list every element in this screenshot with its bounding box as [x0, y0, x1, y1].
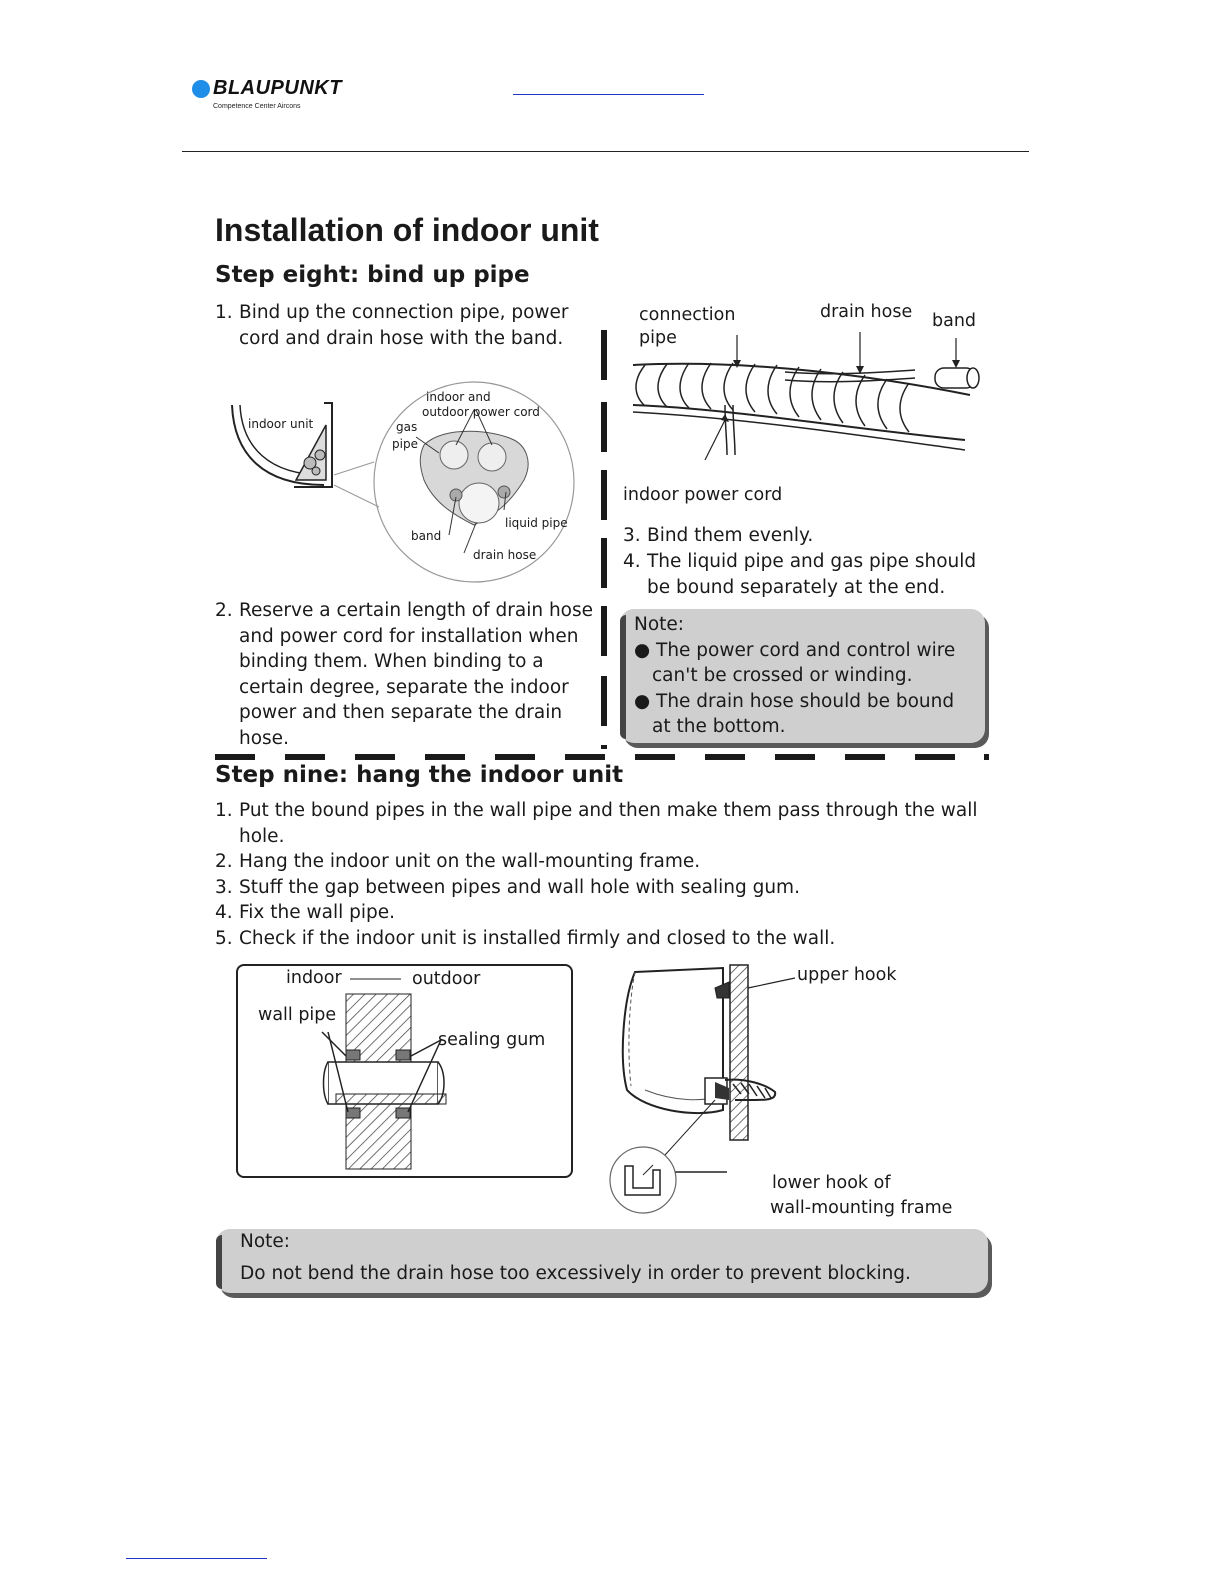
- label-indoor-unit: indoor unit: [248, 417, 314, 431]
- label-upper-hook: upper hook: [797, 965, 897, 985]
- note-line: ● The drain hose should be bound: [634, 691, 955, 712]
- brand-logo-subtitle: Competence Center Aircons: [213, 103, 301, 110]
- label-band-right: band: [932, 311, 977, 331]
- item-text: Check if the indoor unit is installed firmly and closed to the wall.: [239, 928, 836, 949]
- label-connection-pipe-2: pipe: [639, 328, 677, 348]
- label-sealing-gum: sealing gum: [438, 1030, 546, 1050]
- note-line: at the bottom.: [652, 716, 786, 737]
- wall-pipe-diagram: [236, 964, 571, 1176]
- item-text: Hang the indoor unit on the wall-mounting frame.: [239, 851, 701, 872]
- step9-item-1: [215, 798, 1015, 849]
- item-number: 2.: [215, 851, 233, 872]
- step8-item-4: [623, 549, 993, 600]
- separator-segment: [601, 676, 607, 726]
- item-text: Stuff the gap between pipes and wall hole with sealing gum.: [239, 877, 800, 898]
- note-line: ● The power cord and control wire: [634, 640, 956, 661]
- step9-note-box: [216, 1229, 988, 1293]
- label-outdoor: outdoor: [412, 969, 481, 989]
- brand-logo-text: BLAUPUNKT: [213, 77, 342, 99]
- step8-item-3: [623, 523, 1003, 549]
- step-eight-heading: Step eight: bind up pipe: [215, 262, 530, 288]
- item-number: 5.: [215, 928, 233, 949]
- note-line: can't be crossed or winding.: [652, 665, 913, 686]
- separator-dash: [565, 754, 605, 760]
- header-divider: [182, 151, 1029, 152]
- label-liquid-pipe: liquid pipe: [505, 516, 568, 530]
- item-number: 1.: [215, 302, 233, 323]
- separator-dash: [845, 754, 885, 760]
- label-band: band: [411, 529, 442, 543]
- item-text: Fix the wall pipe.: [239, 902, 396, 923]
- item-number: 1.: [215, 800, 233, 821]
- step8-item-1: [215, 300, 575, 351]
- separator-segment: [601, 745, 607, 749]
- note-title: Note:: [240, 1231, 291, 1252]
- label-gas-pipe-1: gas: [396, 420, 418, 434]
- item-number: 3.: [215, 877, 233, 898]
- label-indoor: indoor: [286, 968, 342, 988]
- item-number: 4.: [623, 551, 641, 572]
- page-title: Installation of indoor unit: [215, 212, 599, 248]
- separator-dash: [215, 754, 255, 760]
- brand-logo-dot: [192, 80, 210, 98]
- footer-link-underline[interactable]: [126, 1558, 267, 1559]
- label-gas-pipe-2: pipe: [392, 437, 418, 451]
- note-accent-bar: [620, 615, 626, 739]
- item-text: Bind up the connection pipe, power cord and drain hose with the band.: [239, 302, 569, 349]
- note-text: Do not bend the drain hose too excessively in order to prevent blocking.: [240, 1263, 911, 1284]
- header-link-underline[interactable]: [513, 94, 704, 95]
- separator-segment: [601, 538, 607, 588]
- step9-item-2: [215, 849, 1015, 875]
- note-accent-bar: [216, 1235, 222, 1289]
- separator-dash: [495, 754, 535, 760]
- separator-dash: [285, 754, 325, 760]
- separator-dash: [705, 754, 745, 760]
- separator-dash: [635, 754, 675, 760]
- separator-dash: [984, 754, 989, 760]
- step8-item-2: [215, 598, 595, 751]
- item-number: 2.: [215, 600, 233, 621]
- step9-item-4: [215, 900, 1015, 926]
- step9-item-5: [215, 926, 1015, 952]
- item-number: 4.: [215, 902, 233, 923]
- separator-dash: [775, 754, 815, 760]
- separator-dash: [355, 754, 395, 760]
- label-drain-hose-right: drain hose: [820, 302, 913, 322]
- note-title: Note:: [634, 614, 685, 635]
- item-text: Bind them evenly.: [647, 525, 814, 546]
- label-wall-pipe: wall pipe: [258, 1005, 337, 1025]
- separator-segment: [601, 330, 607, 380]
- label-lower-hook-2: wall-mounting frame: [770, 1198, 953, 1218]
- label-connection-pipe-1: connection: [639, 305, 736, 325]
- item-text: Reserve a certain length of drain hose and power cord for installation when binding them. When binding to a certain degree, separate the indoor power and then separate the drain hose.: [239, 600, 594, 749]
- item-number: 3.: [623, 525, 641, 546]
- item-text: The liquid pipe and gas pipe should be bound separately at the end.: [647, 551, 977, 598]
- separator-segment: [601, 402, 607, 452]
- label-power-cord-1: indoor and: [426, 390, 491, 404]
- label-indoor-power-cord: indoor power cord: [623, 485, 783, 505]
- item-text: Put the bound pipes in the wall pipe and then make them pass through the wall hole.: [239, 800, 978, 847]
- label-lower-hook-1: lower hook of: [772, 1173, 891, 1193]
- step-nine-heading: Step nine: hang the indoor unit: [215, 762, 624, 788]
- separator-dash: [425, 754, 465, 760]
- wrapped-pipe-diagram: [625, 350, 985, 470]
- separator-dash: [915, 754, 955, 760]
- separator-segment: [601, 470, 607, 520]
- step8-note-box: [620, 609, 985, 743]
- label-power-cord-2: outdoor power cord: [422, 405, 540, 419]
- separator-segment: [601, 606, 607, 656]
- step9-item-3: [215, 875, 1015, 901]
- label-drain-hose: drain hose: [473, 548, 537, 562]
